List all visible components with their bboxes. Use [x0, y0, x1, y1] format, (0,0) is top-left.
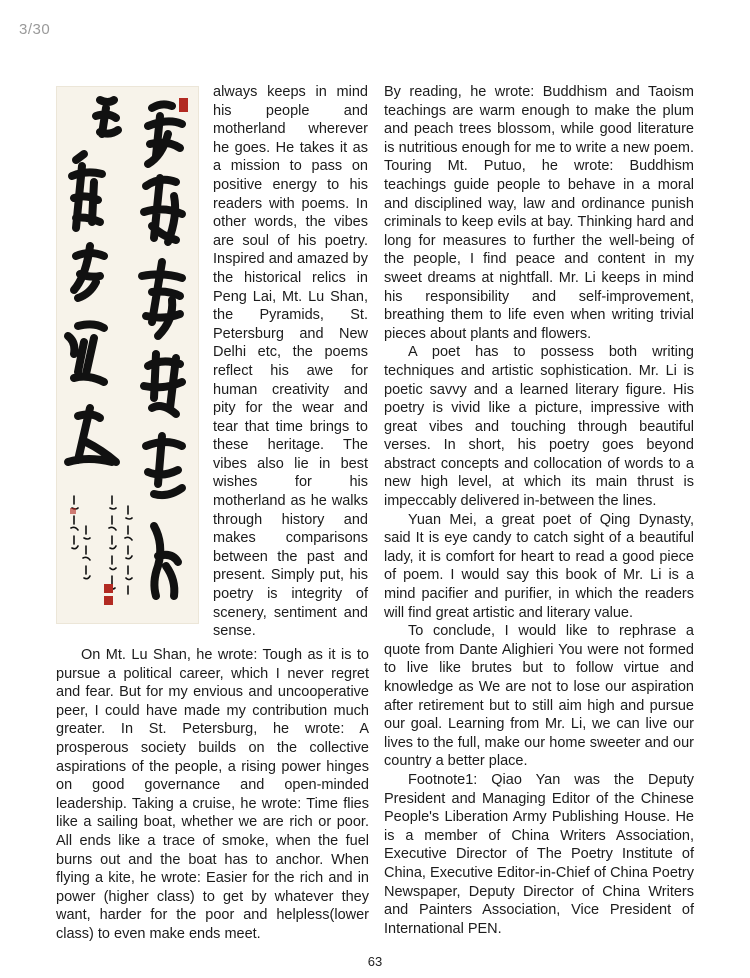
conclusion-paragraph: To conclude, I would like to rephrase a quote from Dante Alighieri You were not formed to live like brutes but to follow virtue and knowledge as We are not to lose our aspiration after retirement but to still aim high and pursue our goal. Learning from Mr. Li, we can live our lives to the full, make our home sweeter and our country a better place.: [384, 623, 694, 770]
yuan-mei-paragraph: Yuan Mei, a great poet of Qing Dynasty, said It is eye candy to catch sight of a beautiful lady, it is comfort for heart to read a good piece of poem. I would say this book of Mr. Li is a mind pacifier and purifier, in which the readers will find great artistic and literary value.: [384, 511, 694, 621]
page-counter: 3/30: [19, 21, 51, 38]
inscription-columns: [71, 496, 132, 594]
seal-stamp: [104, 596, 113, 605]
narrow-paragraph: always keeps in mind his people and motherland wherever he goes. He takes it as a mission to pass on positive energy to his readers with poems. In other words, the vibes are soul of his poetry. Inspired and amazed by the historical relics in Peng Lai, Mt. Lu Shan, the Pyramids, St. Petersburg and New Delhi etc, the poems reflect his awe for human creativity and pity for the wear and tear that time brings to these heritage. The vibes also lie in best wishes for his motherland as he walks through history and makes comparisons between the past and present. Simply put, his poetry is integrity of scenery, sentiment and sense.: [213, 84, 368, 640]
middle-character-column: [68, 100, 118, 462]
page-number: 63: [367, 954, 383, 969]
seal-stamp: [104, 584, 113, 593]
seal-stamp: [70, 508, 76, 514]
seal-stamp: [179, 98, 188, 112]
lu-shan-paragraph: On Mt. Lu Shan, he wrote: Tough as it is to pursue a political career, which I never regret and fear. But for my envious and uncooperative peer, I could have made my contribution much greater. In St. Petersburg, he wrote: A prosperous society builds on the collective aspirations of the people, a rising power hinges on good governance and open-minded leadership. Taking a cruise, he wrote: Time flies like a sailing boat, whether we are rich or poor. All ends like a trace of smoke, when the fuel burns out and the boat has to anchor. When flying a kite, he wrote: Easier for the rich and in power (higher class) to get by whatever they want, harder for the poor and helpless(lower class) to even make ends meet.: [56, 647, 369, 942]
reading-paragraph: By reading, he wrote: Buddhism and Taoism teachings are warm enough to make the plum and peach trees blossom, while good literature is nutritious enough for me to write a new poem. Touring Mt. Putuo, he wrote: Buddhism teachings guide people to behave in a moral and disciplined way, law and ordinance punish criminals to keep evils at bay. Thinking hard and long for measures to further the well-being of the people, I find peace and content in my sweet dreams at nightfall. Mr. Li keeps in mind his responsibility and self-improvement, breathing them to life even when writing trivial pieces about plants and flowers.: [384, 84, 694, 342]
calligraphy-drawing: [56, 86, 199, 624]
right-character-column: [142, 104, 182, 596]
right-column-text: [384, 83, 694, 938]
narrow-column-text: [213, 83, 368, 641]
left-bottom-text: [56, 646, 369, 944]
calligraphy-artwork: [56, 86, 199, 624]
footnote-paragraph: Footnote1: Qiao Yan was the Deputy President and Managing Editor of the Chinese People's Liberation Army Publishing House. He is a member of China Writers Association, Executive Director of The Poetry Institute of China, Executive Editor-in-Chief of China Poetry Newspaper, Deputy Director of China Writers and Painters Association, Vice President of International PEN.: [384, 771, 694, 937]
poet-paragraph: A poet has to possess both writing techniques and artistic sophistication. Mr. Li is poetic savvy and a learned literary figure. His poetry is vivid like a picture, impressive with great vibes and touching through beautiful verses. In short, his poetry goes beyond abstract concepts and collocation of words to a new high level, at which its main thrust is impeccably delivered in-between the lines.: [384, 344, 694, 510]
